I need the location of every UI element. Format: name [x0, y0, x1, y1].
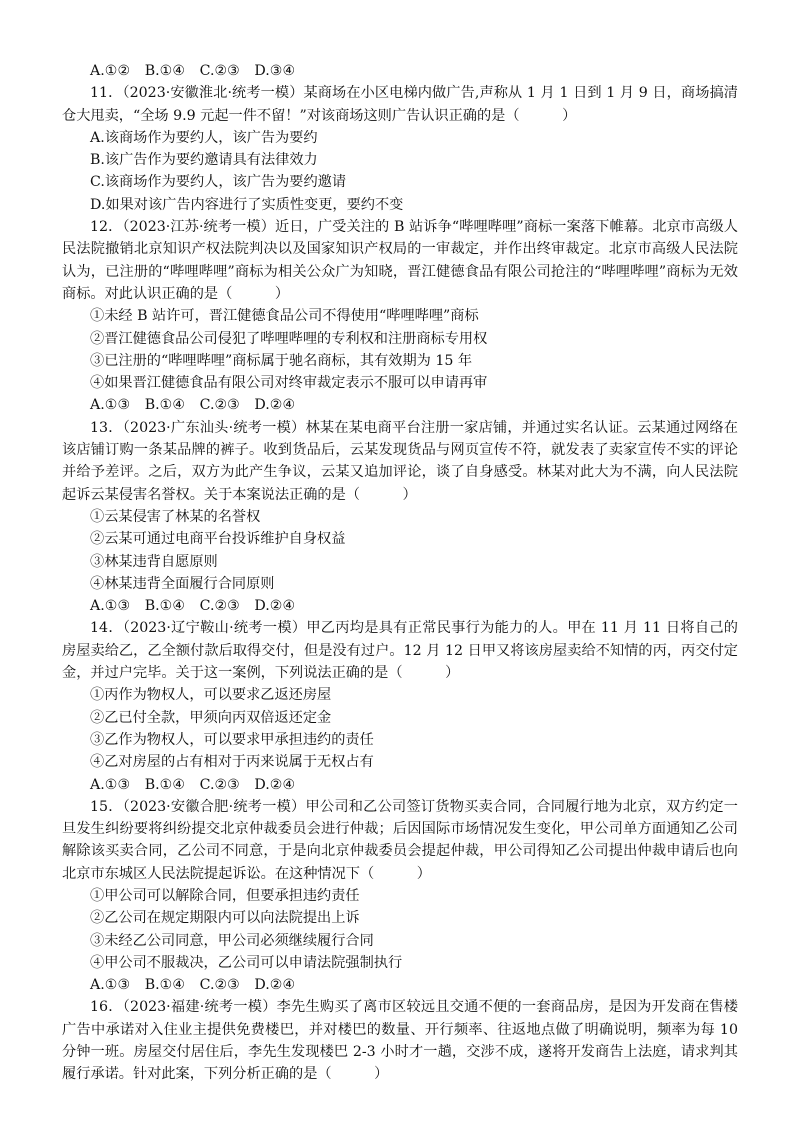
answer-choice: A.①②: [90, 63, 131, 79]
question-16: [62, 996, 738, 1085]
statement-4: ④如果晋江健德食品有限公司对终审裁定表示不服可以申请再审: [90, 375, 488, 392]
answer-choices: [62, 394, 738, 416]
statement-4: ④甲公司不服裁决，乙公司可以申请法院强制执行: [90, 954, 403, 971]
question-stem: 15．（2023·安徽合肥·统考一模）甲公司和乙公司签订货物买卖合同，合同履行地为北京，双方约定一旦发生纠纷要将纠纷提交北京仲裁委员会进行仲裁；后因国际市场情况发生变化，甲公司单方面通知乙公司解除该买卖合同，乙公司不同意，于是向北京仲裁委员会提起仲裁，甲公司得知乙公司提出仲裁申请后也向北京市东城区人民法院提起诉讼。在这种情况下（ ）: [62, 798, 738, 882]
answer-choice: B.①④: [144, 598, 186, 615]
question-12: [62, 216, 738, 417]
question-stem: 13．（2023·广东汕头·统考一模）林某在某电商平台注册一家店铺，并通过实名认证。云某通过网络在该店铺订购一条某品牌的裤子。收到货品后，云某发现货品与网页宣传不符，就发表了卖家宣传不实的评论并给予差评。之后，双方为此产生争议，云某又追加评论，谈了自身感受。林某对此大为不满，向人民法院起诉云某侵害名誉权。关于本案说法正确的是（ ）: [62, 419, 738, 503]
statement-3: ③林某违背自愿原则: [90, 553, 218, 570]
answer-choice: C.②③: [199, 598, 240, 615]
answer-choice: D.②④: [254, 977, 296, 994]
answer-choice: D.②④: [254, 776, 296, 793]
statement-2: ②乙公司在规定期限内可以向法院提出上诉: [90, 910, 360, 927]
statement-3: ③未经乙公司同意，甲公司必须继续履行合同: [90, 932, 374, 949]
answer-choice: A.①③: [90, 397, 131, 414]
statement-2: ②云某可通过电商平台投诉维护自身权益: [90, 531, 346, 548]
statement-3: ③已注册的“哔哩哔哩”商标属于驰名商标，其有效期为 15 年: [90, 352, 473, 369]
statement-1: ①甲公司可以解除合同，但要承担违约责任: [90, 887, 360, 904]
answer-choice: A.①③: [90, 776, 131, 793]
answer-choice: B.①④: [144, 977, 186, 994]
answer-choices: [62, 974, 738, 996]
question-11: [62, 82, 738, 216]
statement-1: ①丙作为物权人，可以要求乙返还房屋: [90, 687, 332, 704]
statement-3: ③乙作为物权人，可以要求甲承担违约的责任: [90, 731, 374, 748]
answer-choice: C.②③: [199, 776, 240, 793]
statement-2: ②晋江健德食品公司侵犯了哔哩哔哩的专利权和注册商标专用权: [90, 330, 488, 347]
question-stem: 11．（2023·安徽淮北·统考一模）某商场在小区电梯内做广告,声称从 1 月 1 日到 1 月 9 日，商场搞清仓大甩卖，“全场 9.9 元起一件不留！”对该商场这则广告认识正确的是（ ）: [62, 85, 738, 124]
answer-choice: C.②③: [199, 397, 240, 414]
answer-choice: A.①③: [90, 977, 131, 994]
answer-choice: C.②③: [199, 63, 240, 79]
answer-choice: D.②④: [254, 598, 296, 615]
question-14: [62, 617, 738, 795]
answer-choice: B.①④: [144, 63, 186, 79]
answer-choice: A.①③: [90, 598, 131, 615]
question-stem: 14．（2023·辽宁鞍山·统考一模）甲乙丙均是具有正常民事行为能力的人。甲在 11 月 11 日将自己的房屋卖给乙，乙全额付款后取得交付，但是没有过户。12 月 12 日甲又将该房屋卖给不知情的丙，丙交付定金，并过户完毕。关于这一案例，下列说法正确的是（ ）: [62, 620, 738, 682]
answer-choices: [62, 595, 738, 617]
option-a: A.该商场作为要约人，该广告为要约: [90, 129, 318, 146]
question-15: [62, 796, 738, 997]
answer-choice: B.①④: [144, 776, 186, 793]
statement-4: ④乙对房屋的占有相对于丙来说属于无权占有: [90, 754, 374, 771]
answer-choice: D.②④: [254, 397, 296, 414]
question-stem: 12．（2023·江苏·统考一模）近日，广受关注的 B 站诉争“哔哩哔哩”商标一案落下帷幕。北京市高级人民法院撤销北京知识产权法院判决以及国家知识产权局的一审裁定，并作出终审裁定。北京市高级人民法院认为，已注册的“哔哩哔哩”商标为相关公众广为知晓，晋江健德食品有限公司抢注的“哔哩哔哩”商标为无效商标。对此认识正确的是（ ）: [62, 219, 738, 302]
option-b: B.该广告作为要约邀请具有法律效力: [90, 152, 318, 169]
statement-2: ②乙已付全款，甲须向丙双倍返还定金: [90, 709, 332, 726]
question-list: [62, 60, 738, 1086]
answer-choices: [62, 774, 738, 796]
answer-choice: C.②③: [199, 977, 240, 994]
option-c: C.该商场作为要约人，该广告为要约邀请: [90, 174, 347, 191]
answer-choice: B.①④: [144, 397, 186, 414]
question-stem: 16．（2023·福建·统考一模）李先生购买了离市区较远且交通不便的一套商品房，是因为开发商在售楼广告中承诺对入住业主提供免费楼巴，并对楼巴的数量、开行频率、往返地点做了明确说明，频率为每 10 分钟一班。房屋交付居住后，李先生发现楼巴 2-3 小时才一趟，交涉不成，遂将开发商告上法庭，请求判其履行承诺。针对此案，下列分析正确的是（ ）: [62, 999, 738, 1083]
question-13: [62, 417, 738, 618]
option-d: D.如果对该广告内容进行了实质性变更，要约不变: [90, 196, 404, 213]
statement-1: ①未经 B 站许可，晋江健德食品公司不得使用“哔哩哔哩”商标: [90, 308, 479, 325]
statement-1: ①云某侵害了林某的名誉权: [90, 508, 261, 525]
statement-4: ④林某违背全面履行合同原则: [90, 575, 275, 592]
answer-choice: D.③④: [254, 63, 296, 79]
answer-choices-q10: [62, 60, 738, 82]
